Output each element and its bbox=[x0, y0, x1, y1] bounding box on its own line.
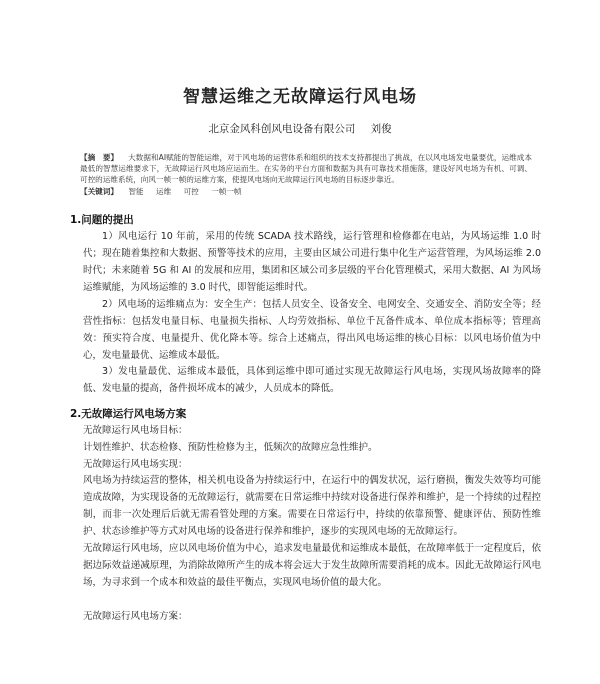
paper-title: 智慧运维之无故障运行风电场 bbox=[183, 87, 417, 107]
abstract bbox=[80, 152, 532, 185]
paragraph: 风电场为持续运营的整体，相关机电设备为持续运行中，在运行中的偶发状况，运行磨损，衡发失效等均可能造成故障，为实现设备的无故障运行，就需要在日常运维中持续对设备进行保养和维护，是一个持续的过程控制，而非一次处理后后就无需看管处理的方案。需要在日常运行中，持续的依靠预警、健康评估、预防性维护、状态诊维护等方式对风电场的设备进行保养和维护，逐步的实现风电场的无故障运行。 bbox=[83, 475, 541, 537]
paragraph: 无故障运行风电场，应以风电场价值为中心，追求发电量最优和运维成本最低，在故障率低于一定程度后，依据边际效益递减原理，为消除故障所产生的成本将会远大于发生故障所需要消耗的成本。因此无故障运行风电场，为寻求到一个成本和效益的最佳平衡点，实现风电场价值的最大化。 bbox=[83, 543, 541, 588]
section-heading: 1.问题的提出 bbox=[70, 214, 134, 226]
plan-label: 无故障运行风电场方案： bbox=[83, 611, 188, 622]
abstract-text: 大数据和AI赋能的智能运维，对于风电场的运营体系和组织的技术支持都提出了挑战，在以风电场发电量要优，运维成本最低的智慧运维要求下，无故障运行风电场应运而生。在实务的平台方面和数据为具有可靠技术措施落，建设好风电场为有机、可调、可控的运维系统，向风一帧一帧的运维方案，使提风电场向无故障运行风电场的目标逐步靠近。 bbox=[80, 153, 532, 184]
paragraph: 1）风电运行 10 年前，采用的传统 SCADA 技术路线，运行管理和检修都在电站，为风场运维 1.0 时代；现在随着集控和大数据、预警等技术的应用，主要由区域公司进行集中化生产运营管理，为风场运维 2.0 时代；未来随着 5G 和 AI 的发展和应用，集团和区域公司多层级的平台化管理模式，采用大数据、AI 为风场运维赋能，为风场运维的 3.0 时代，即智能运维时代。 bbox=[83, 231, 541, 293]
keyword: 智能 bbox=[128, 187, 144, 196]
goal-label: 无故障运行风电场目标： bbox=[83, 425, 188, 436]
paragraph: 3）发电量最优、运维成本最低，具体到运维中即可通过实现无故障运行风电场，实现风场故障率的降低、发电量的提高，备件损坏成本的减少，人员成本的降低。 bbox=[83, 366, 541, 394]
section-heading: 2.无故障运行风电场方案 bbox=[70, 408, 187, 420]
impl-label: 无故障运行风电场实现： bbox=[83, 459, 188, 470]
keywords-label: 【关键词】 bbox=[80, 187, 118, 196]
author-name: 刘俊 bbox=[370, 123, 392, 135]
keyword: 可控 bbox=[183, 187, 199, 196]
abstract-label: 【摘 要】 bbox=[80, 153, 119, 162]
paragraph: 2）风电场的运维痛点为：安全生产：包括人员安全、设备安全、电网安全、交通安全、消防安全等；经营性指标：包括发电量目标、电量损失指标、人均劳效指标、单位千瓦备件成本、单位成本指标等；管理高效：预实符合度、电量提升、优化降本等。综合上述痛点，得出风电场运维的核心目标：以风电场价值为中心，发电量最优、运维成本最低。 bbox=[83, 299, 541, 361]
author-line bbox=[0, 121, 600, 136]
author-affiliation: 北京金风科创风电设备有限公司 bbox=[208, 123, 356, 135]
keywords bbox=[80, 186, 532, 197]
keyword: 一帧一帧 bbox=[211, 187, 242, 196]
keyword: 运维 bbox=[156, 187, 172, 196]
goal-text: 计划性维护、状态检修、预防性检修为主，低频次的故障应急性维护。 bbox=[83, 442, 378, 453]
